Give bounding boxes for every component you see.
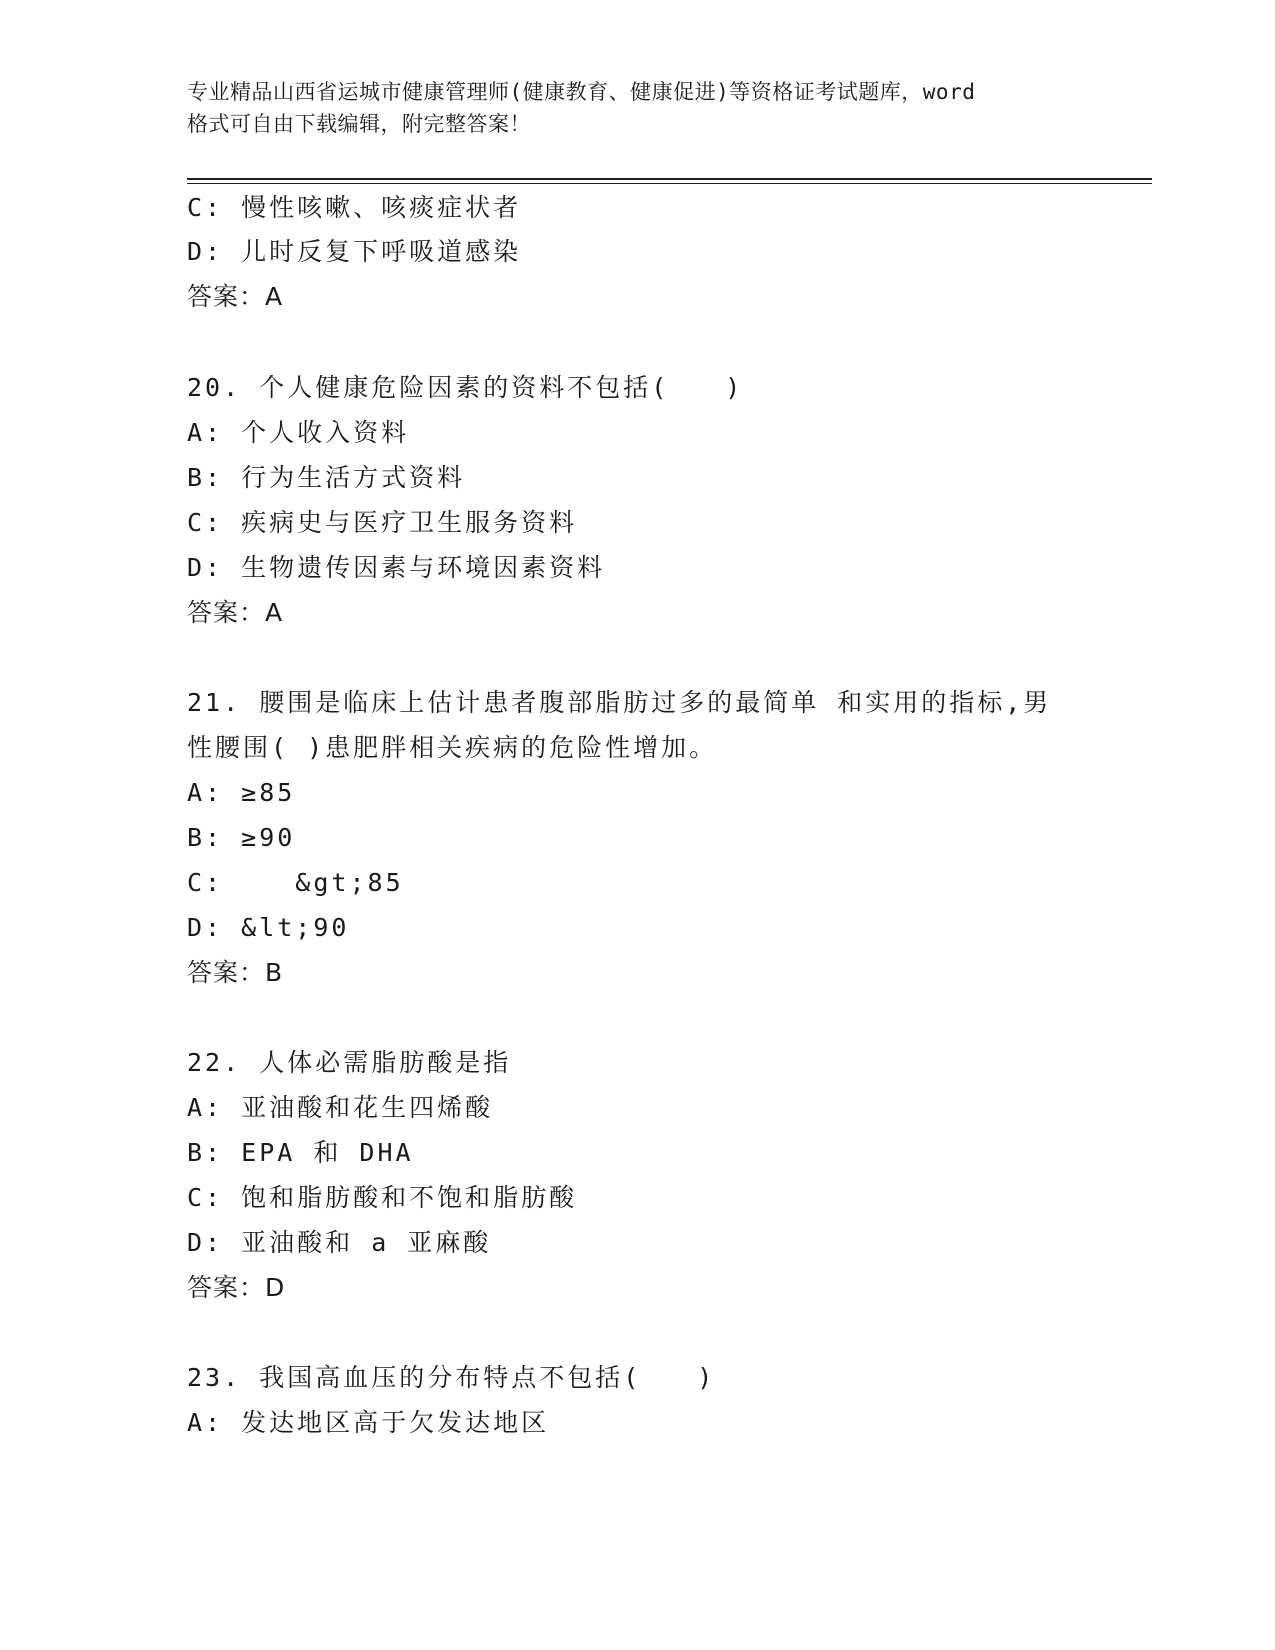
q20-option-a: A: 个人收入资料 — [187, 418, 410, 447]
q21-option-b: B: ≥90 — [187, 823, 296, 852]
q21-stem-line-1: 21. 腰围是临床上估计患者腹部脂肪过多的最简单 和实用的指标,男 — [187, 688, 1052, 717]
header-line-2: 格式可自由下载编辑，附完整答案！ — [187, 112, 531, 136]
q21-option-c: C: &gt;85 — [187, 868, 404, 897]
q20-option-d: D: 生物遗传因素与环境因素资料 — [187, 553, 606, 582]
q22-option-a: A: 亚油酸和花生四烯酸 — [187, 1093, 494, 1122]
page-header — [187, 76, 1087, 140]
header-divider — [187, 178, 1152, 184]
q22-stem: 22. 人体必需脂肪酸是指 — [187, 1048, 512, 1077]
q20-stem: 20. 个人健康危险因素的资料不包括( ) — [187, 373, 744, 402]
q22-option-d: D: 亚油酸和 a 亚麻酸 — [187, 1228, 492, 1257]
q19-option-d: D: 儿时反复下呼吸道感染 — [187, 237, 522, 266]
q19-answer: 答案：A — [187, 282, 284, 311]
q20-option-b: B: 行为生活方式资料 — [187, 463, 466, 492]
q19-option-c: C: 慢性咳嗽、咳痰症状者 — [187, 193, 522, 222]
q20-answer: 答案：A — [187, 598, 284, 627]
header-line-1: 专业精品山西省运城市健康管理师(健康教育、健康促进)等资格证考试题库，word — [187, 80, 976, 104]
q23-stem: 23. 我国高血压的分布特点不包括( ) — [187, 1363, 716, 1392]
q21-option-d: D: &lt;90 — [187, 913, 350, 942]
q23-option-a: A: 发达地区高于欠发达地区 — [187, 1408, 550, 1437]
q22-option-c: C: 饱和脂肪酸和不饱和脂肪酸 — [187, 1183, 578, 1212]
q21-stem-line-2: 性腰围( )患肥胖相关疾病的危险性增加。 — [187, 733, 718, 762]
q21-answer: 答案：B — [187, 958, 284, 987]
q22-option-b: B: EPA 和 DHA — [187, 1138, 414, 1167]
q22-answer: 答案：D — [187, 1273, 286, 1302]
q21-option-a: A: ≥85 — [187, 778, 296, 807]
q20-option-c: C: 疾病史与医疗卫生服务资料 — [187, 508, 578, 537]
